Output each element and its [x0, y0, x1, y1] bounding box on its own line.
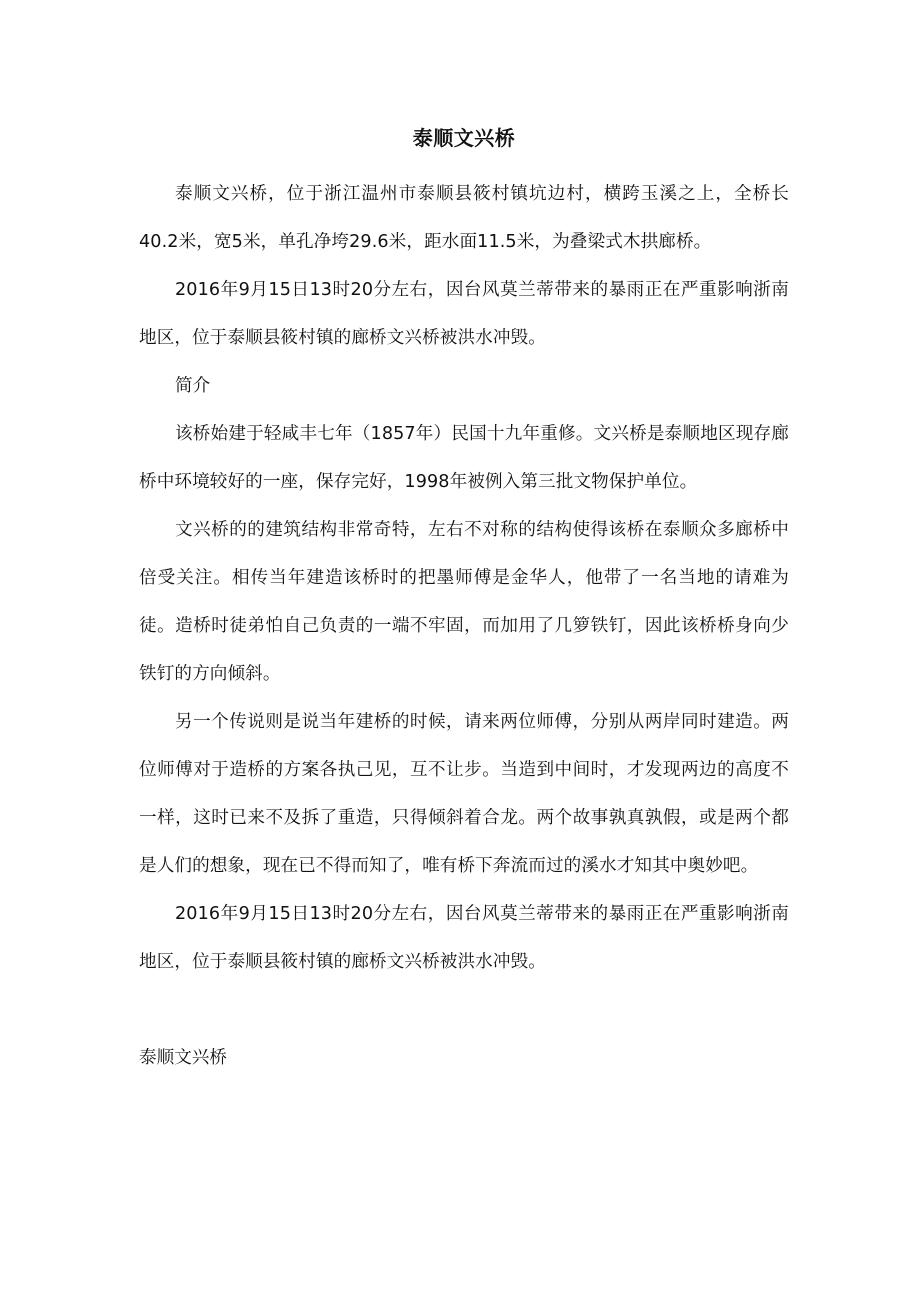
section-heading-intro: 简介 [175, 376, 211, 396]
document-title: 泰顺文兴桥 [412, 126, 516, 150]
paragraph-history: 该桥始建于轻咸丰七年（1857年）民国十九年重修。文兴桥是泰顺地区现存廊桥中环境较好的一座，保存完好，1998年被例入第三批文物保护单位。 [139, 424, 789, 492]
paragraph-second-legend: 另一个传说则是说当年建桥的时候，请来两位师傅，分别从两岸同时建造。两位师傅对于造桥的方案各执己见，互不让步。当造到中间时，才发现两边的高度不一样，这时已来不及拆了重造，只得倾斜着合龙。两个故事孰真孰假，或是两个都是人们的想象，现在已不得而知了，唯有桥下奔流而过的溪水才知其中奥妙吧。 [139, 712, 789, 876]
blank-line [139, 986, 789, 1034]
paragraph-structure-legend: 文兴桥的的建筑结构非常奇特，左右不对称的结构使得该桥在泰顺众多廊桥中倍受关注。相传当年建造该桥时的把墨师傅是金华人，他带了一名当地的请难为徒。造桥时徒弟怕自己负责的一端不牢固，而加用了几箩铁钉，因此该桥桥身向少铁钉的方向倾斜。 [139, 520, 789, 684]
document-caption: 泰顺文兴桥 [139, 1048, 227, 1068]
paragraph-location: 泰顺文兴桥，位于浙江温州市泰顺县筱村镇坑边村，横跨玉溪之上，全桥长40.2米，宽5米，单孔净垮29.6米，距水面11.5米，为叠梁式木拱廊桥。 [139, 184, 789, 252]
paragraph-destroyed-repeat: 2016年9月15日13时20分左右，因台风莫兰蒂带来的暴雨正在严重影响浙南地区，位于泰顺县筱村镇的廊桥文兴桥被洪水冲毁。 [139, 904, 789, 972]
document-body [139, 122, 789, 1082]
paragraph-destroyed: 2016年9月15日13时20分左右，因台风莫兰蒂带来的暴雨正在严重影响浙南地区，位于泰顺县筱村镇的廊桥文兴桥被洪水冲毁。 [139, 280, 789, 348]
